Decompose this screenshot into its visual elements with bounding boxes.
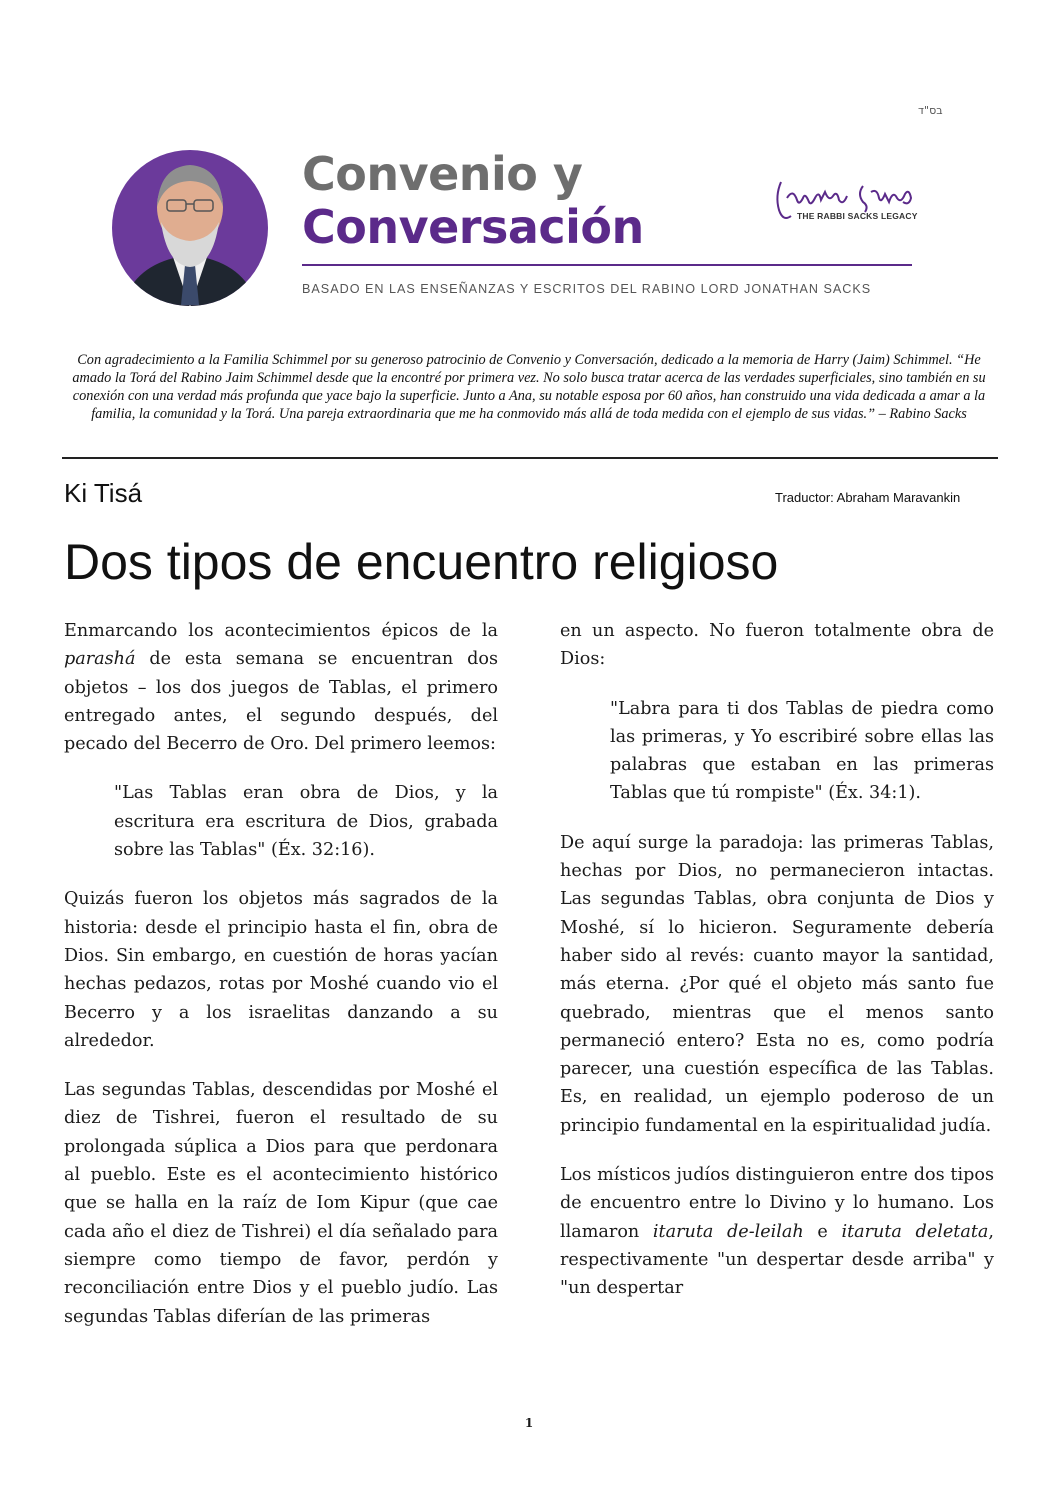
page-number: 1 — [524, 1416, 534, 1430]
paragraph: Quizás fueron los objetos más sagrados de la historia: desde el principio hasta el fin, obra de Dios. Sin embargo, en cuestión de horas yacían hechas pedazos, rotas por Moshé cuando vio el Becerro y a los israelitas danzando a su alrededor. — [64, 889, 498, 1051]
newsletter-subtitle: BASADO EN LAS ENSEÑANZAS Y ESCRITOS DEL RABINO LORD JONATHAN SACKS — [302, 282, 872, 296]
signature-logo — [773, 176, 918, 234]
parasha-name: Ki Tisá — [64, 478, 143, 508]
scripture-quote: "Las Tablas eran obra de Dios, y la escritura era escritura de Dios, grabada sobre las Tablas" (Éx. 32:16). — [114, 783, 498, 861]
title-line-2: Conversación — [302, 200, 644, 254]
article-column-right — [560, 617, 994, 1303]
signature-caption: THE RABBI SACKS LEGACY — [797, 211, 918, 221]
bsd-mark: בס"ד — [918, 104, 943, 117]
paragraph: Las segundas Tablas, descendidas por Moshé el diez de Tishrei, fueron el resultado de su prolongada súplica a Dios para que perdonara al pueblo. Este es el acontecimiento histórico que se halla en la raíz de Iom Kipur (que cae cada año el diez de Tishrei) el día señalado para siempre como tiempo de favor, perdón y reconciliación entre Dios y el pueblo judío. Las segundas Tablas diferían de las primeras — [64, 1080, 498, 1327]
article-column-left — [64, 617, 498, 1331]
dedication-text: Con agradecimiento a la Familia Schimmel por su generoso patrocinio de Convenio y Conversación, dedicado a la memoria de Harry (Jaim) Schimmel. “He amado la Torá del Rabino Jaim Schimmel desde que la encontré por primera vez. No solo busca tratar acerca de las verdades superficiales, sino también en su conexión con una verdad más profunda que yace bajo la superficie. Junto a Ana, su notable esposa por 60 años, han construido una vida dedicada a amar a la familia, la comunidad y la Torá. Una pareja extraordinaria que me ha conmovido más allá de toda medida con el ejemplo de sus vidas.” – Rabino Sacks — [72, 352, 986, 422]
paragraph: De aquí surge la paradoja: las primeras Tablas, hechas por Dios, no permanecieron intactas. Las segundas Tablas, obra conjunta de Dios y Moshé, sí lo hicieron. Seguramente debería haber sido al revés: cuanto mayor la santidad, más eterna. ¿Por qué el objeto más santo fue quebrado, mientras que el menos santo permaneció entero? Esta no es, como podría parecer, una cuestión específica de las Tablas. Es, en realidad, un ejemplo poderoso de un principio fundamental en la espiritualidad judía. — [560, 832, 994, 1136]
translator-credit: Traductor: Abraham Maravankin — [775, 490, 961, 505]
paragraph: Los místicos judíos distinguieron entre dos tipos de encuentro entre lo Divino y lo humano. Los llamaron itaruta de-leilah e itaruta deletata, respectivamente "un despertar desde arriba" y "un despertar — [560, 1165, 994, 1299]
newsletter-title — [302, 148, 644, 254]
title-line-1: Convenio y — [302, 147, 583, 201]
scripture-quote: "Labra para ti dos Tablas de piedra como las primeras, y Yo escribiré sobre ellas las palabras que estaban en las primeras Tablas que tú rompiste" (Éx. 34:1). — [610, 698, 994, 804]
paragraph: Enmarcando los acontecimientos épicos de la parashá de esta semana se encuentran dos objetos – los dos juegos de Tablas, el primero entregado antes, el segundo después, del pecado del Becerro de Oro. Del primero leemos: — [64, 621, 498, 755]
rabbi-portrait — [111, 137, 269, 307]
paragraph: en un aspecto. No fueron totalmente obra de Dios: — [560, 621, 994, 670]
section-divider — [62, 457, 998, 459]
header-divider — [302, 264, 912, 266]
article-headline: Dos tipos de encuentro religioso — [64, 534, 779, 590]
